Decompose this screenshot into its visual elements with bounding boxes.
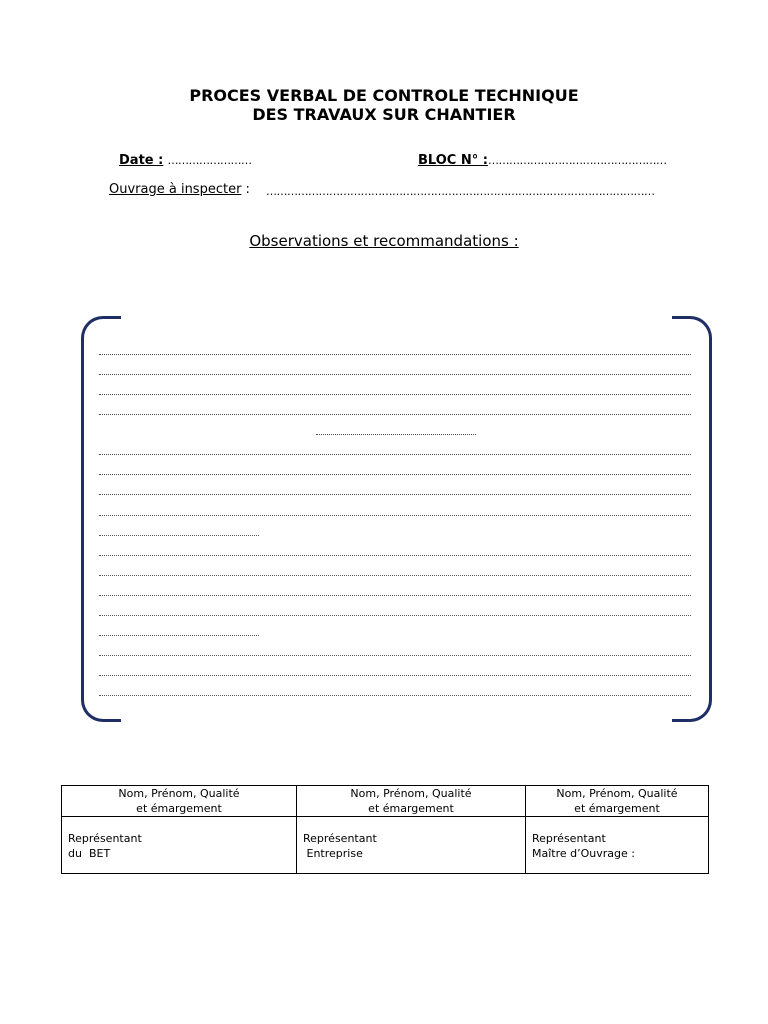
right-bracket — [672, 316, 712, 722]
ouvrage-label: Ouvrage à inspecter — [109, 182, 242, 197]
dotted-writing-line — [99, 374, 691, 375]
dotted-writing-line — [99, 515, 691, 516]
date-value: …………………… — [167, 154, 252, 167]
signature-cell-maitre-ouvrage — [526, 817, 709, 874]
cell-text: Représentant — [532, 832, 606, 845]
header-text: et émargement — [136, 802, 222, 815]
date-field — [119, 153, 251, 168]
title-line-2: DES TRAVAUX SUR CHANTIER — [252, 105, 516, 124]
signature-body-row — [62, 817, 709, 874]
signature-cell-bet — [62, 817, 297, 874]
cell-text: Maître d’Ouvrage : — [532, 847, 635, 860]
signature-cell-entreprise — [297, 817, 526, 874]
ouvrage-colon: : — [241, 182, 250, 197]
dotted-writing-line — [99, 655, 691, 656]
cell-text: du BET — [68, 847, 111, 860]
date-label: Date : — [119, 153, 164, 168]
dotted-writing-line — [99, 635, 259, 636]
ouvrage-value: ………………………………………………………………………………………………… — [266, 185, 655, 198]
dotted-writing-line — [99, 414, 691, 415]
header-text: et émargement — [574, 802, 660, 815]
observations-heading: Observations et recommandations : — [249, 232, 519, 250]
signature-table — [61, 785, 709, 874]
signature-header-cell — [526, 786, 709, 817]
header-text: Nom, Prénom, Qualité — [118, 787, 240, 800]
signature-header-cell — [297, 786, 526, 817]
header-text: et émargement — [368, 802, 454, 815]
signature-header-row — [62, 786, 709, 817]
bloc-label: BLOC N° : — [418, 153, 488, 168]
dotted-writing-line — [99, 695, 691, 696]
dotted-writing-line — [316, 434, 476, 435]
dotted-writing-line — [99, 615, 691, 616]
dotted-writing-line — [99, 555, 691, 556]
title-line-1: PROCES VERBAL DE CONTROLE TECHNIQUE — [189, 86, 579, 105]
dotted-writing-line — [99, 494, 691, 495]
header-text: Nom, Prénom, Qualité — [350, 787, 472, 800]
cell-text: Représentant — [303, 832, 377, 845]
bloc-field — [418, 153, 666, 168]
cell-text: Entreprise — [303, 847, 363, 860]
dotted-writing-line — [99, 675, 691, 676]
ouvrage-value-field — [266, 184, 655, 199]
document-title — [0, 86, 768, 124]
bloc-value: …………………………………………… — [487, 154, 667, 167]
dotted-writing-line — [99, 454, 691, 455]
ouvrage-field — [109, 182, 250, 197]
left-bracket — [81, 316, 121, 722]
dotted-writing-line — [99, 474, 691, 475]
dotted-writing-line — [99, 535, 259, 536]
dotted-writing-line — [99, 575, 691, 576]
cell-text: Représentant — [68, 832, 142, 845]
header-text: Nom, Prénom, Qualité — [556, 787, 678, 800]
signature-header-cell — [62, 786, 297, 817]
dotted-writing-line — [99, 394, 691, 395]
dotted-writing-line — [99, 595, 691, 596]
dotted-writing-line — [99, 354, 691, 355]
